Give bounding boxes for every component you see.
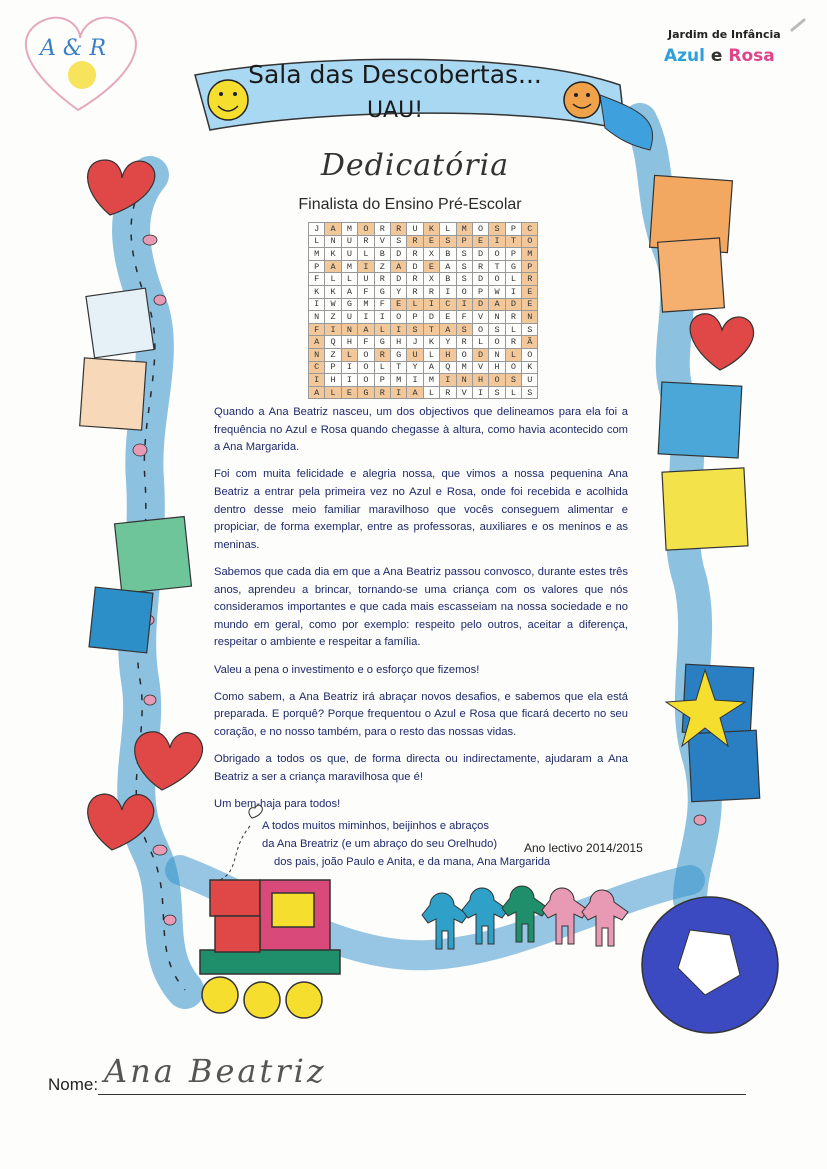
word-search-cell: N: [325, 235, 341, 248]
word-search-cell: J: [407, 336, 423, 349]
word-search-cell: I: [423, 298, 439, 311]
word-search-cell: L: [341, 348, 357, 361]
word-search-cell: L: [325, 273, 341, 286]
word-search-cell: G: [505, 260, 521, 273]
word-search-cell: Ã: [522, 336, 538, 349]
word-search-cell: R: [407, 235, 423, 248]
word-search-grid: [308, 222, 538, 399]
word-search-cell: P: [325, 361, 341, 374]
word-search-row: [309, 285, 538, 298]
word-search-cell: S: [456, 260, 472, 273]
word-search-cell: S: [522, 323, 538, 336]
name-handwritten: Ana Beatriz: [104, 1052, 327, 1090]
paragraph: Um bem-haja para todos!: [214, 797, 341, 810]
word-search-cell: O: [489, 336, 505, 349]
word-search-cell: L: [325, 386, 341, 399]
word-search-cell: E: [522, 285, 538, 298]
word-search-cell: O: [489, 374, 505, 387]
signature-line-3: dos pais, joão Paulo e Anita, e da mana, Ana Margarida: [274, 856, 551, 868]
word-search-cell: A: [309, 386, 325, 399]
word-search-cell: L: [505, 323, 521, 336]
word-search-cell: I: [358, 260, 374, 273]
word-search-row: [309, 374, 538, 387]
word-search-cell: H: [390, 336, 406, 349]
word-search-cell: R: [407, 285, 423, 298]
word-search-cell: I: [489, 235, 505, 248]
word-search-cell: A: [341, 285, 357, 298]
word-search-cell: F: [456, 311, 472, 324]
word-search-row: [309, 348, 538, 361]
word-search-cell: E: [472, 235, 488, 248]
school-name-e: e: [710, 46, 723, 66]
word-search-cell: G: [358, 386, 374, 399]
word-search-cell: H: [472, 374, 488, 387]
word-search-cell: G: [341, 298, 357, 311]
word-search-cell: G: [390, 348, 406, 361]
word-search-cell: S: [390, 235, 406, 248]
banner-subtitle: UAU!: [366, 98, 424, 123]
word-search-cell: A: [440, 260, 456, 273]
word-search-cell: I: [341, 374, 357, 387]
word-search-cell: F: [309, 273, 325, 286]
word-search-cell: N: [489, 348, 505, 361]
word-search-cell: G: [374, 336, 390, 349]
word-search-row: [309, 223, 538, 236]
word-search-cell: A: [407, 386, 423, 399]
word-search-cell: V: [456, 386, 472, 399]
word-search-cell: R: [407, 273, 423, 286]
word-search-row: [309, 248, 538, 261]
word-search-cell: I: [341, 361, 357, 374]
word-search-cell: S: [440, 235, 456, 248]
word-search-cell: F: [374, 298, 390, 311]
word-search-cell: O: [522, 235, 538, 248]
paragraph: Obrigado a todos os que, de forma directa ou indirectamente, ajudaram a Ana Beatriz a ser a criança maravilhosa que é!: [214, 753, 628, 783]
word-search-cell: O: [505, 361, 521, 374]
word-search-cell: D: [423, 311, 439, 324]
word-search-cell: K: [325, 248, 341, 261]
school-name-rosa: Rosa: [728, 46, 775, 66]
word-search-cell: L: [505, 348, 521, 361]
word-search-cell: N: [489, 311, 505, 324]
word-search-cell: E: [522, 298, 538, 311]
word-search-cell: I: [358, 311, 374, 324]
word-search-cell: L: [423, 386, 439, 399]
word-search-cell: C: [440, 298, 456, 311]
word-search-cell: X: [423, 273, 439, 286]
word-search-cell: P: [505, 248, 521, 261]
word-search-cell: L: [374, 361, 390, 374]
word-search-cell: T: [423, 323, 439, 336]
word-search-cell: U: [522, 374, 538, 387]
word-search-cell: I: [390, 323, 406, 336]
word-search-cell: R: [374, 223, 390, 236]
word-search-cell: N: [341, 323, 357, 336]
word-search-cell: O: [358, 361, 374, 374]
word-search-cell: M: [456, 361, 472, 374]
word-search-cell: N: [456, 374, 472, 387]
word-search-cell: I: [472, 386, 488, 399]
word-search-cell: W: [489, 285, 505, 298]
word-search-cell: K: [309, 285, 325, 298]
word-search-cell: R: [472, 260, 488, 273]
word-search-cell: R: [374, 273, 390, 286]
word-search-cell: X: [423, 248, 439, 261]
word-search-cell: A: [390, 260, 406, 273]
word-search-cell: S: [456, 273, 472, 286]
word-search-cell: I: [440, 285, 456, 298]
word-search-cell: P: [374, 374, 390, 387]
word-search-cell: T: [489, 260, 505, 273]
word-search-row: [309, 260, 538, 273]
word-search-row: [309, 298, 538, 311]
word-search-cell: I: [505, 285, 521, 298]
word-search-cell: Q: [325, 336, 341, 349]
word-search-cell: B: [440, 248, 456, 261]
page-title: Dedicatória: [320, 148, 510, 183]
word-search-row: [309, 235, 538, 248]
word-search-cell: L: [505, 386, 521, 399]
logo-text: A & R: [40, 36, 107, 61]
word-search-cell: O: [489, 248, 505, 261]
banner-title: Sala das Descobertas...: [248, 60, 542, 89]
word-search-cell: A: [423, 361, 439, 374]
word-search-cell: O: [489, 273, 505, 286]
word-search-cell: P: [522, 260, 538, 273]
word-search-cell: R: [440, 386, 456, 399]
word-search-cell: L: [374, 323, 390, 336]
word-search-cell: T: [505, 235, 521, 248]
paragraph: Quando a Ana Beatriz nasceu, um dos objectivos que delineamos para ela foi a frequência no Azul e Rosa quando chegasse à altura, como havia acontecido com a Ana Margarida.: [214, 406, 628, 454]
word-search-cell: P: [456, 235, 472, 248]
word-search-cell: M: [341, 260, 357, 273]
word-search-cell: C: [309, 361, 325, 374]
word-search-cell: B: [440, 273, 456, 286]
word-search-cell: N: [309, 348, 325, 361]
name-underline: [98, 1094, 746, 1095]
word-search-cell: L: [358, 248, 374, 261]
word-search-cell: K: [325, 285, 341, 298]
word-search-cell: A: [440, 323, 456, 336]
word-search-cell: L: [472, 336, 488, 349]
word-search-cell: U: [341, 311, 357, 324]
word-search-cell: S: [489, 386, 505, 399]
word-search-cell: Z: [325, 348, 341, 361]
word-search-cell: E: [423, 235, 439, 248]
word-search-cell: R: [407, 248, 423, 261]
word-search-cell: U: [407, 223, 423, 236]
paragraph: Valeu a pena o investimento e o esforço que fizemos!: [214, 663, 480, 676]
word-search-cell: L: [341, 273, 357, 286]
word-search-cell: F: [358, 336, 374, 349]
word-search-cell: V: [472, 311, 488, 324]
word-search-cell: U: [341, 248, 357, 261]
signature-line-2: da Ana Breatriz (e um abraço do seu Orelhudo): [262, 838, 498, 850]
word-search-cell: L: [407, 298, 423, 311]
word-search-cell: Y: [407, 361, 423, 374]
word-search-cell: B: [374, 248, 390, 261]
school-year: Ano lectivo 2014/2015: [524, 841, 643, 855]
word-search-cell: R: [505, 336, 521, 349]
word-search-cell: N: [309, 311, 325, 324]
word-search-cell: D: [390, 273, 406, 286]
word-search-cell: R: [522, 273, 538, 286]
word-search-cell: L: [309, 235, 325, 248]
school-label: Jardim de Infância: [668, 28, 781, 41]
word-search-cell: H: [489, 361, 505, 374]
word-search-cell: R: [423, 285, 439, 298]
word-search-cell: R: [374, 348, 390, 361]
word-search-cell: Z: [374, 260, 390, 273]
dedication-text: [214, 404, 628, 823]
word-search-cell: D: [505, 298, 521, 311]
word-search-cell: D: [407, 260, 423, 273]
word-search-row: [309, 361, 538, 374]
word-search-cell: E: [341, 386, 357, 399]
word-search-cell: E: [440, 311, 456, 324]
word-search-cell: R: [456, 336, 472, 349]
word-search-cell: O: [456, 348, 472, 361]
word-search-cell: A: [489, 298, 505, 311]
word-search-cell: D: [472, 248, 488, 261]
word-search-cell: U: [358, 273, 374, 286]
school-name: [664, 46, 775, 66]
logo: [40, 36, 106, 61]
word-search-cell: M: [390, 374, 406, 387]
word-search-cell: P: [309, 260, 325, 273]
word-search-cell: G: [374, 285, 390, 298]
word-search-cell: V: [374, 235, 390, 248]
word-search-cell: C: [522, 223, 538, 236]
word-search-cell: W: [325, 298, 341, 311]
paragraph: Sabemos que cada dia em que a Ana Beatriz passou convosco, durante estes três anos, aprendeu a brincar, tornando-se uma criança com os valores que nós consideramos importantes e que cada mais escasseiam na nossa sociedade e no mundo em geral, como por exemplo: respeito pelo outros, aceitar a diferença, respeitar o ambiente e respeitar a família.: [214, 565, 628, 649]
word-search-cell: M: [423, 374, 439, 387]
word-search-row: [309, 311, 538, 324]
word-search-cell: R: [374, 386, 390, 399]
word-search-row: [309, 386, 538, 399]
word-search-cell: H: [325, 374, 341, 387]
word-search-cell: H: [440, 348, 456, 361]
word-search-cell: F: [358, 285, 374, 298]
word-search-row: [309, 336, 538, 349]
word-search-cell: I: [456, 298, 472, 311]
word-search-cell: S: [489, 323, 505, 336]
word-search-cell: R: [390, 223, 406, 236]
word-search-cell: O: [522, 348, 538, 361]
word-search-cell: O: [456, 285, 472, 298]
word-search-cell: S: [505, 374, 521, 387]
word-search-cell: V: [472, 361, 488, 374]
word-search-cell: P: [407, 311, 423, 324]
word-search-cell: M: [309, 248, 325, 261]
word-search-cell: I: [374, 311, 390, 324]
word-search-cell: S: [407, 323, 423, 336]
word-search-cell: Y: [440, 336, 456, 349]
word-search-cell: D: [472, 348, 488, 361]
word-search-cell: O: [358, 348, 374, 361]
word-search-cell: J: [309, 223, 325, 236]
word-search-cell: I: [390, 386, 406, 399]
word-search-cell: F: [309, 323, 325, 336]
word-search-cell: A: [325, 223, 341, 236]
word-search-cell: U: [341, 235, 357, 248]
word-search-cell: P: [472, 285, 488, 298]
word-search-cell: R: [358, 235, 374, 248]
word-search-cell: M: [358, 298, 374, 311]
word-search-cell: D: [472, 298, 488, 311]
word-search-cell: S: [489, 223, 505, 236]
word-search-cell: D: [472, 273, 488, 286]
word-search-cell: T: [390, 361, 406, 374]
word-search-cell: M: [522, 248, 538, 261]
word-search-cell: S: [456, 248, 472, 261]
word-search-cell: Z: [325, 311, 341, 324]
word-search-cell: H: [341, 336, 357, 349]
word-search-cell: U: [407, 348, 423, 361]
word-search-cell: D: [390, 248, 406, 261]
word-search-cell: O: [358, 374, 374, 387]
paragraph: Como sabem, a Ana Beatriz irá abraçar novos desafios, e sabemos que ela está preparada. E porquê? Porque frequentou o Azul e Rosa que ficará decerto no seu coração, e no nosso também, para o resto das nossas vidas.: [214, 690, 628, 738]
word-search-cell: E: [390, 298, 406, 311]
word-search-cell: I: [309, 374, 325, 387]
word-search-cell: P: [505, 223, 521, 236]
word-search-cell: K: [423, 223, 439, 236]
school-name-azul: Azul: [664, 46, 705, 66]
word-search-cell: M: [456, 223, 472, 236]
word-search-row: [309, 323, 538, 336]
word-search-cell: O: [390, 311, 406, 324]
word-search-cell: O: [472, 223, 488, 236]
word-search-cell: Y: [390, 285, 406, 298]
word-search-cell: S: [522, 386, 538, 399]
word-search-cell: K: [423, 336, 439, 349]
word-search-cell: A: [309, 336, 325, 349]
word-search-cell: M: [341, 223, 357, 236]
word-search-cell: L: [423, 348, 439, 361]
word-search-cell: N: [522, 311, 538, 324]
paragraph: Foi com muita felicidade e alegria nossa, que vimos a nossa pequenina Ana Beatriz a entrar pela primeira vez no Azul e Rosa, onde foi recebida e acolhida dentro desse meio familiar maravilhoso que vocês conseguem alimentar e propiciar, de forma exemplar, entre as professoras, auxiliares e os meninos e as meninas.: [214, 468, 628, 551]
word-search-cell: E: [423, 260, 439, 273]
word-search-cell: O: [358, 223, 374, 236]
word-search-cell: I: [309, 298, 325, 311]
word-search-cell: K: [522, 361, 538, 374]
word-search-row: [309, 273, 538, 286]
word-search-cell: R: [505, 311, 521, 324]
word-search-cell: I: [440, 374, 456, 387]
word-search-cell: I: [325, 323, 341, 336]
word-search-cell: S: [456, 323, 472, 336]
name-label: Nome:: [48, 1075, 99, 1094]
signature-line-1: A todos muitos miminhos, beijinhos e abraços: [262, 820, 489, 832]
word-search-cell: O: [472, 323, 488, 336]
word-search-cell: A: [358, 323, 374, 336]
word-search-cell: A: [325, 260, 341, 273]
word-search-cell: I: [407, 374, 423, 387]
word-search-cell: L: [440, 223, 456, 236]
page-subtitle: Finalista do Ensino Pré-Escolar: [298, 196, 522, 213]
word-search-cell: Q: [440, 361, 456, 374]
word-search-cell: L: [505, 273, 521, 286]
